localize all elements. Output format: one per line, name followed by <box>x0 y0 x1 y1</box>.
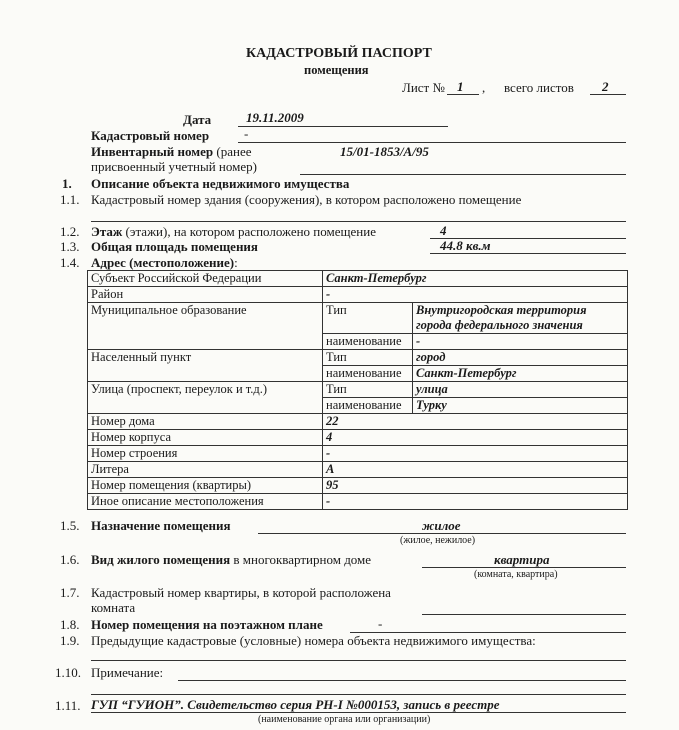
building-label: Номер строения <box>88 446 323 462</box>
building-value: - <box>323 446 628 462</box>
korpus-value: 4 <box>323 430 628 446</box>
subject-value: Санкт-Петербург <box>323 271 628 287</box>
item-1-3-label: Общая площадь помещения <box>91 239 258 254</box>
sheet-number-line <box>447 94 479 95</box>
item-1-10-line <box>178 680 626 681</box>
sheet-label: Лист № <box>402 80 445 95</box>
street-type-value: улица <box>413 382 628 398</box>
sheet-number: 1 <box>457 79 464 94</box>
item-1-11-caption: (наименование органа или организации) <box>258 714 431 725</box>
item-1-3-line <box>430 253 626 254</box>
district-value: - <box>323 287 628 303</box>
sheet-separator: , <box>482 80 486 95</box>
litera-label: Литера <box>88 462 323 478</box>
item-1-7-label: Кадастровый номер квартиры, в которой расположена <box>91 585 391 600</box>
inventory-number-line <box>300 174 626 175</box>
item-1-3-value: 44.8 кв.м <box>440 238 491 253</box>
cadastral-number-line <box>238 142 626 143</box>
item-1-2-label: Этаж (этажи), на котором расположено помещение <box>91 224 376 239</box>
inventory-number-value: 15/01-1853/А/95 <box>340 144 429 159</box>
municipal-name-value: - <box>413 334 628 350</box>
locality-name-value: Санкт-Петербург <box>413 366 628 382</box>
other-description-value: - <box>323 494 628 510</box>
item-1-10-line-2 <box>91 694 626 695</box>
item-1-9-label: Предыдущие кадастровые (условные) номера объекта недвижимого имущества: <box>91 633 536 648</box>
item-1-5-caption: (жилое, нежилое) <box>400 535 476 546</box>
locality-type-label: Тип <box>323 350 413 366</box>
table-row <box>88 478 628 494</box>
section-1-title: Описание объекта недвижимого имущества <box>91 176 350 191</box>
table-row <box>88 350 628 366</box>
item-1-8-value: - <box>378 616 383 631</box>
item-1-4-number: 1.4. <box>60 255 80 270</box>
item-1-1-line <box>91 221 626 222</box>
item-1-7-line <box>422 614 626 615</box>
item-1-4-label: Адрес (местоположение): <box>91 255 238 270</box>
locality-type-value: город <box>413 350 628 366</box>
item-1-6-number: 1.6. <box>60 552 80 567</box>
apartment-value: 95 <box>323 478 628 494</box>
item-1-5-label: Назначение помещения <box>91 518 231 533</box>
item-1-6-caption: (комната, квартира) <box>474 569 558 580</box>
locality-name-label: наименование <box>323 366 413 382</box>
municipal-type-value: Внутригородская территория города федерального значения <box>413 303 628 334</box>
table-row <box>88 382 628 398</box>
item-1-11-number: 1.11. <box>55 698 81 713</box>
cadastral-number-value: - <box>244 126 249 141</box>
cadastral-number-label: Кадастровый номер <box>91 128 210 143</box>
item-1-9-line <box>91 660 626 661</box>
item-1-7-number: 1.7. <box>60 585 80 600</box>
document-subtitle: помещения <box>304 63 369 77</box>
item-1-2-value: 4 <box>440 223 447 238</box>
item-1-11-line <box>91 712 626 713</box>
item-1-7-label-line2: комната <box>91 600 136 615</box>
item-1-6-label: Вид жилого помещения в многоквартирном доме <box>91 552 372 567</box>
item-1-10-label: Примечание: <box>91 665 164 680</box>
item-1-8-number: 1.8. <box>60 617 80 632</box>
item-1-6-value: квартира <box>494 552 550 567</box>
item-1-1-label: Кадастровый номер здания (сооружения), в котором расположено помещение <box>91 192 522 207</box>
total-sheets-label: всего листов <box>504 80 574 95</box>
table-row <box>88 462 628 478</box>
other-description-label: Иное описание местоположения <box>88 494 323 510</box>
house-label: Номер дома <box>88 414 323 430</box>
table-row <box>88 271 628 287</box>
table-row <box>88 303 628 334</box>
section-1-number: 1. <box>62 176 72 191</box>
district-label: Район <box>88 287 323 303</box>
street-label: Улица (проспект, переулок и т.д.) <box>88 382 323 414</box>
total-sheets-line <box>590 94 626 95</box>
item-1-5-line <box>258 533 626 534</box>
total-sheets-number: 2 <box>602 79 609 94</box>
item-1-1-number: 1.1. <box>60 192 80 207</box>
item-1-5-value: жилое <box>422 518 461 533</box>
street-type-label: Тип <box>323 382 413 398</box>
street-name-label: наименование <box>323 398 413 414</box>
table-row <box>88 446 628 462</box>
item-1-5-number: 1.5. <box>60 518 80 533</box>
inventory-number-label: Инвентарный номер (ранее <box>91 144 252 159</box>
street-name-value: Турку <box>413 398 628 414</box>
item-1-10-number: 1.10. <box>55 665 81 680</box>
address-table <box>87 270 628 510</box>
item-1-11-value: ГУП “ГУИОН”. Свидетельство серия РН-I №000153, запись в реестре <box>91 697 500 712</box>
municipal-name-label: наименование <box>323 334 413 350</box>
korpus-label: Номер корпуса <box>88 430 323 446</box>
table-row <box>88 430 628 446</box>
apartment-label: Номер помещения (квартиры) <box>88 478 323 494</box>
item-1-6-line <box>422 567 626 568</box>
municipal-type-label: Тип <box>323 303 413 334</box>
item-1-3-number: 1.3. <box>60 239 80 254</box>
litera-value: А <box>323 462 628 478</box>
table-row <box>88 414 628 430</box>
item-1-9-number: 1.9. <box>60 633 80 648</box>
inventory-number-label-line2: присвоенный учетный номер) <box>91 159 257 174</box>
document-title: КАДАСТРОВЫЙ ПАСПОРТ <box>246 46 432 61</box>
date-value: 19.11.2009 <box>246 110 304 125</box>
item-1-8-label: Номер помещения на поэтажном плане <box>91 617 323 632</box>
subject-label: Субъект Российской Федерации <box>88 271 323 287</box>
municipal-label: Муниципальное образование <box>88 303 323 350</box>
date-label: Дата <box>183 112 212 127</box>
house-value: 22 <box>323 414 628 430</box>
table-row <box>88 494 628 510</box>
item-1-2-number: 1.2. <box>60 224 80 239</box>
table-row <box>88 287 628 303</box>
date-line <box>238 126 448 127</box>
locality-label: Населенный пункт <box>88 350 323 382</box>
